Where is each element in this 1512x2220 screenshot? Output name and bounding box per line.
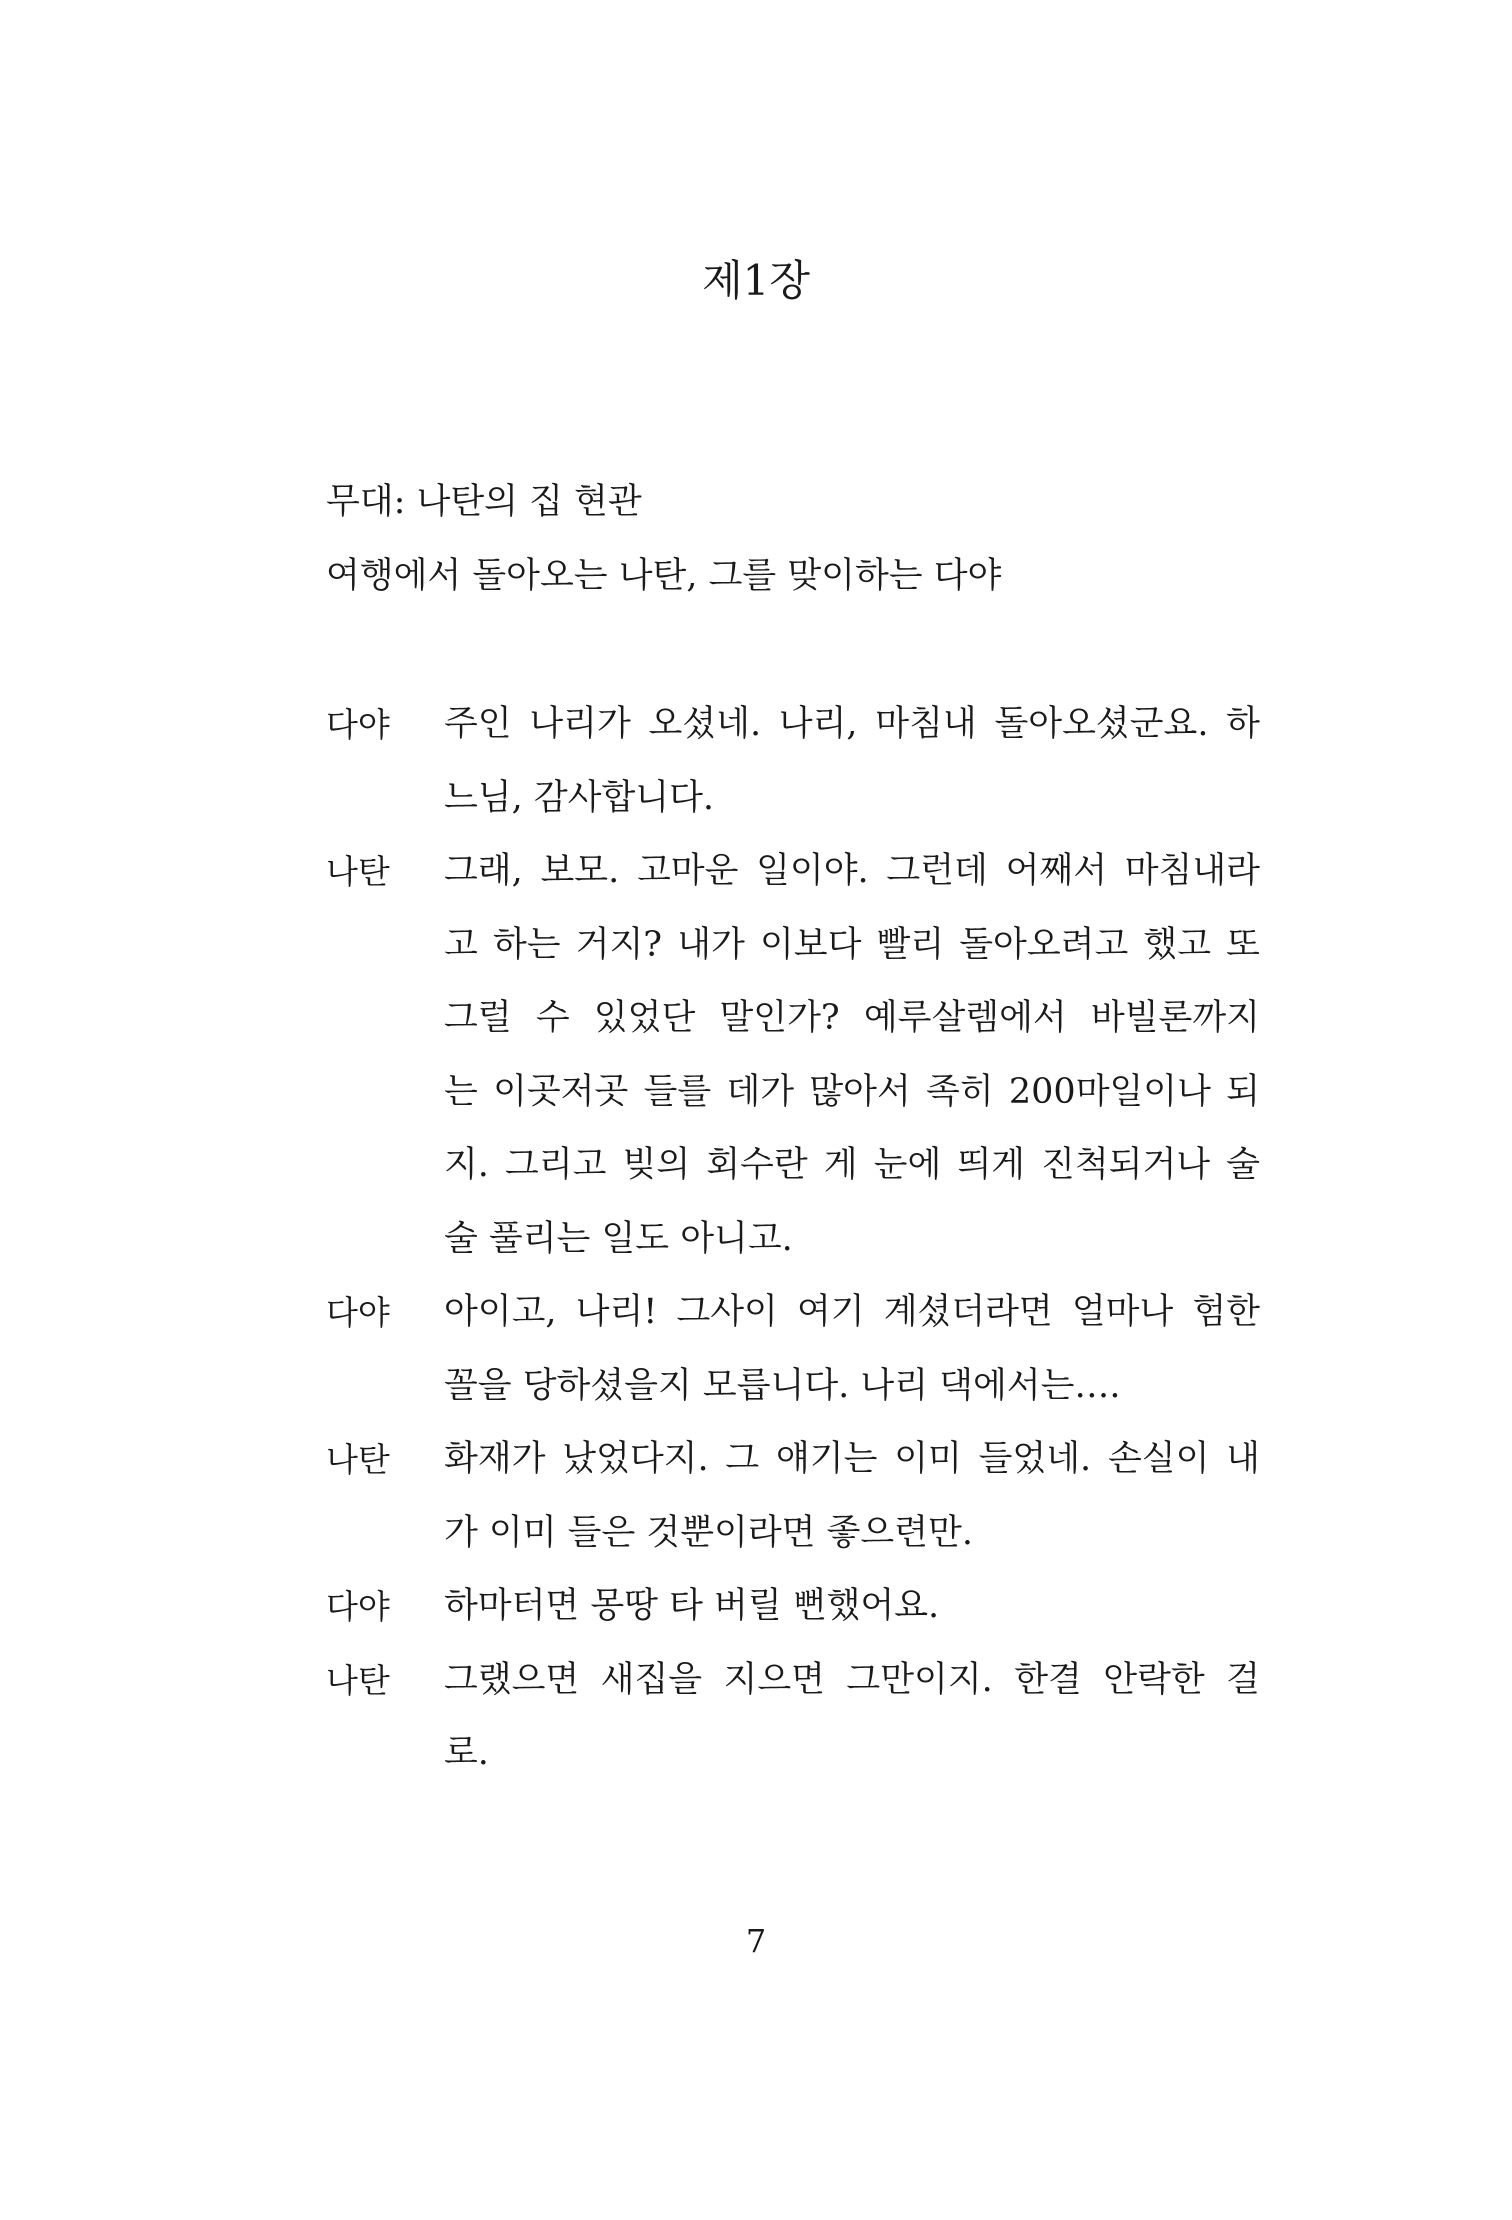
page-number: 7 — [745, 1922, 767, 1960]
speech-line: 느님, 감사합니다. — [444, 777, 715, 818]
speaker-name: 나탄 — [326, 1440, 390, 1479]
speech-line: 가 이미 들은 것뿐이라면 좋으련만. — [444, 1512, 973, 1553]
speech-text — [444, 1423, 1260, 1570]
speech-line: 화재가 났었다지. 그 얘기는 이미 들었네. 손실이 내 — [444, 1439, 1260, 1479]
speech-line: 술 풀리는 일도 아니고. — [444, 1218, 793, 1259]
speech-line: 주인 나리가 오셨네. 나리, 마침내 돌아오셨군요. 하 — [444, 704, 1260, 744]
speech-line: 꼴을 당하셨을지 모릅니다. 나리 댁에서는…. — [444, 1365, 1121, 1406]
dialogue-entry — [326, 1423, 1260, 1570]
speaker-name: 나탄 — [326, 1660, 390, 1700]
speaker-name: 다야 — [326, 1587, 390, 1626]
dialogue-entry — [326, 688, 1260, 835]
speech-line: 는 이곳저곳 들를 데가 많아서 족히 200마일이나 되 — [444, 1071, 1260, 1112]
chapter-title: 제1장 — [702, 256, 810, 305]
speech-line: 그래, 보모. 고마운 일이야. 그런데 어째서 마침내라 — [444, 851, 1260, 891]
dialogue-entry — [326, 1276, 1260, 1423]
speaker-name: 다야 — [326, 1293, 390, 1332]
speech-text — [444, 1570, 1260, 1644]
speaker-name: 다야 — [326, 705, 390, 744]
speech-line: 지. 그리고 빚의 회수란 게 눈에 띄게 진척되거나 술 — [444, 1145, 1260, 1185]
stage-direction: 여행에서 돌아오는 나탄, 그를 맞이하는 다야 — [326, 556, 1002, 596]
speech-line: 그럴 수 있었단 말인가? 예루살렘에서 바빌론까지 — [444, 998, 1260, 1038]
speech-text — [444, 1644, 1260, 1791]
speech-line: 아이고, 나리! 그사이 여기 계셨더라면 얼마나 험한 — [444, 1292, 1260, 1332]
speech-text — [444, 1276, 1260, 1423]
dialogue-entry — [326, 835, 1260, 1276]
dialogue-entry — [326, 1644, 1260, 1791]
speech-line: 고 하는 거지? 내가 이보다 빨리 돌아오려고 했고 또 — [444, 924, 1260, 965]
speaker-name: 나탄 — [326, 852, 390, 891]
speech-text — [444, 835, 1260, 1276]
stage-setting: 무대: 나탄의 집 현관 — [326, 482, 642, 522]
speech-text — [444, 688, 1260, 835]
speech-line: 로. — [444, 1733, 489, 1773]
speech-line: 그랬으면 새집을 지으면 그만이지. 한결 안락한 걸 — [444, 1659, 1260, 1700]
speech-line: 하마터면 몽땅 타 버릴 뻔했어요. — [444, 1586, 940, 1626]
dialogue — [326, 688, 1260, 1791]
dialogue-entry — [326, 1570, 1260, 1644]
